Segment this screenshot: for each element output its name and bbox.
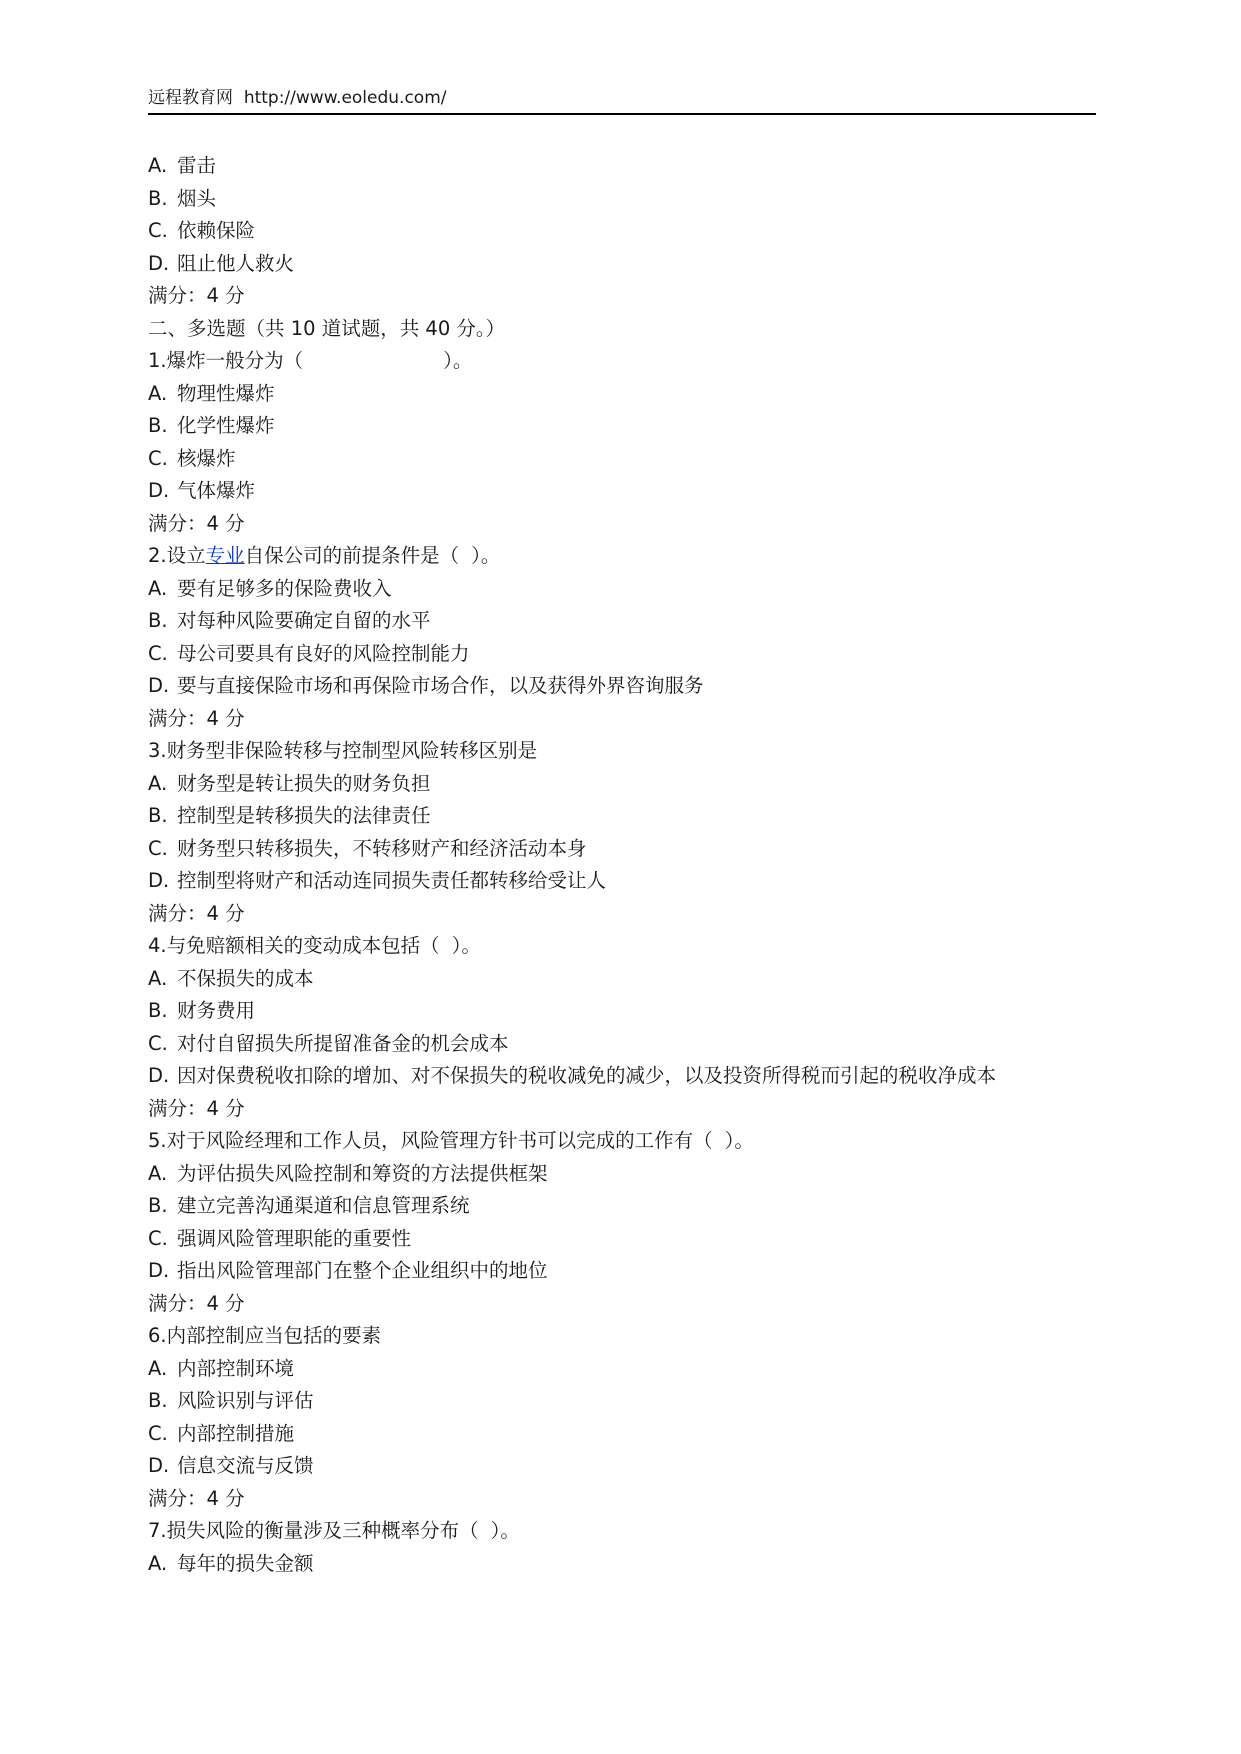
header-url: http://www.eoledu.com/: [243, 88, 447, 108]
question-stem: 4.与免赔额相关的变动成本包括（ ）。: [148, 934, 481, 957]
score-line: 满分：4 分: [148, 901, 245, 925]
option-item: C. 母公司要具有良好的风险控制能力: [148, 641, 470, 665]
option-item: A. 财务型是转让损失的财务负担: [148, 771, 431, 795]
header-site-name: 远程教育网: [148, 88, 233, 108]
option-item: A. 雷击: [148, 154, 217, 177]
option-item: C. 强调风险管理职能的重要性: [148, 1226, 412, 1250]
question-stem: 6.内部控制应当包括的要素: [148, 1324, 382, 1347]
score-line: 满分：4 分: [148, 284, 245, 307]
question-stem: 3.财务型非保险转移与控制型风险转移区别是: [148, 739, 538, 762]
option-item: D. 要与直接保险市场和再保险市场合作，以及获得外界咨询服务: [148, 674, 704, 697]
option-item: B. 风险识别与评估: [148, 1389, 314, 1412]
option-item: B. 化学性爆炸: [148, 414, 275, 437]
option-item: A. 要有足够多的保险费收入: [148, 576, 392, 600]
score-line: 满分：4 分: [148, 1291, 245, 1315]
option-item: A. 每年的损失金额: [148, 1551, 314, 1575]
score-line: 满分：4 分: [148, 706, 245, 730]
option-item: D. 控制型将财产和活动连同损失责任都转移给受让人: [148, 869, 607, 892]
option-item: B. 烟头: [148, 186, 217, 210]
option-item: D. 指出风险管理部门在整个企业组织中的地位: [148, 1259, 548, 1282]
option-item: C. 依赖保险: [148, 219, 256, 242]
option-item: B. 对每种风险要确定自留的水平: [148, 609, 431, 632]
score-line: 满分：4 分: [148, 1486, 245, 1510]
option-item: A. 内部控制环境: [148, 1356, 295, 1380]
question-stem: 2.设立专业自保公司的前提条件是（ ）。: [148, 544, 501, 567]
option-item: D. 信息交流与反馈: [148, 1454, 314, 1477]
question-stem: 5.对于风险经理和工作人员，风险管理方针书可以完成的工作有（ ）。: [148, 1129, 754, 1152]
option-item: A. 为评估损失风险控制和筹资的方法提供框架: [148, 1161, 548, 1185]
page-header: [148, 86, 1096, 110]
question-stem: 7.损失风险的衡量涉及三种概率分布（ ）。: [148, 1519, 520, 1542]
option-item: C. 对付自留损失所提留准备金的机会成本: [148, 1031, 509, 1055]
document-body: [148, 150, 1108, 1580]
option-item: B. 控制型是转移损失的法律责任: [148, 804, 431, 827]
question-stem: 1.爆炸一般分为（ ）。: [148, 349, 473, 372]
score-line: 满分：4 分: [148, 511, 245, 535]
score-line: 满分：4 分: [148, 1096, 245, 1120]
option-item: D. 因对保费税收扣除的增加、对不保损失的税收减免的减少，以及投资所得税而引起的税收净成本: [148, 1064, 997, 1087]
option-item: D. 阻止他人救火: [148, 251, 295, 275]
option-item: B. 财务费用: [148, 999, 256, 1022]
option-item: C. 内部控制措施: [148, 1421, 295, 1445]
option-item: A. 物理性爆炸: [148, 381, 275, 405]
option-item: D. 气体爆炸: [148, 479, 256, 502]
option-item: B. 建立完善沟通渠道和信息管理系统: [148, 1194, 470, 1217]
keyword-link[interactable]: 专业: [205, 544, 245, 567]
section-title: 二、多选题（共 10 道试题，共 40 分。）: [148, 316, 506, 340]
option-item: C. 核爆炸: [148, 446, 236, 470]
option-item: A. 不保损失的成本: [148, 966, 314, 990]
header-divider: [148, 113, 1096, 115]
option-item: C. 财务型只转移损失，不转移财产和经济活动本身: [148, 836, 587, 860]
